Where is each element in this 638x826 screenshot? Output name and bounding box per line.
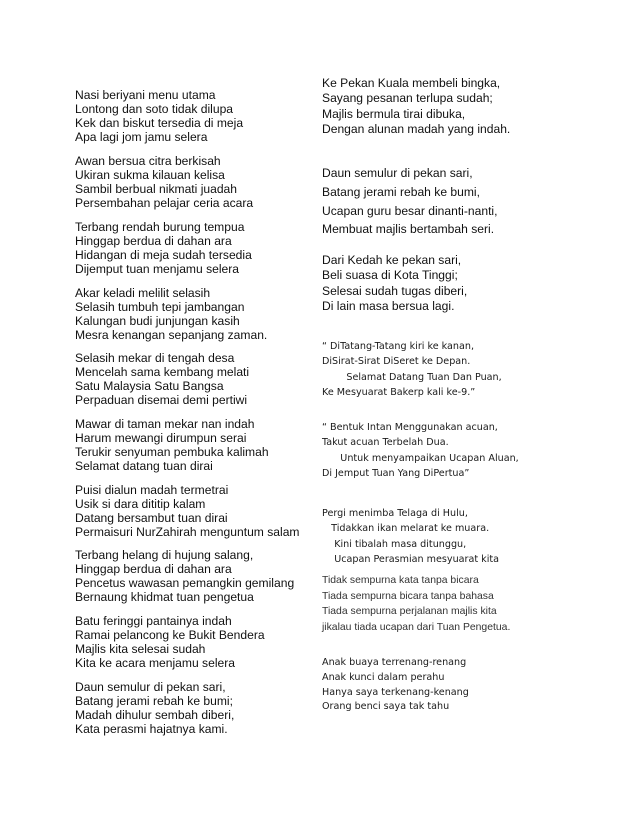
- stanza-right-1: [322, 76, 510, 138]
- stanza-right-8: [322, 656, 469, 715]
- stanza-line: Orang benci saya tak tahu: [322, 701, 450, 713]
- stanza-left-4: [75, 287, 267, 343]
- stanza-line: Kini tibalah masa ditunggu,: [322, 538, 467, 550]
- stanza-line: Satu Malaysia Satu Bangsa: [75, 378, 224, 393]
- stanza-right-5: [322, 420, 519, 482]
- stanza-line: Mesra kenangan sepanjang zaman.: [75, 327, 268, 342]
- stanza-line: Tiada sempurna perjalanan majlis kita: [322, 606, 497, 617]
- stanza-line: Ukiran sukma kilauan kelisa: [75, 167, 225, 182]
- stanza-line: Akar keladi melilit selasih: [75, 286, 211, 300]
- stanza-line: Daun semulur di pekan sari,: [75, 680, 226, 694]
- stanza-left-9: [75, 615, 265, 671]
- stanza-right-6: [322, 506, 499, 568]
- stanza-line: Perpaduan disemai demi pertiwi: [75, 392, 248, 407]
- stanza-line: Kek dan biskut tersedia di meja: [75, 115, 244, 130]
- stanza-line: Membuat majlis bertambah seri.: [322, 222, 495, 237]
- stanza-line: Terukir senyuman pembuka kalimah: [75, 444, 269, 459]
- stanza-line: Kata perasmi hajatnya kami.: [75, 721, 228, 736]
- stanza-line: Tidakkan ikan melarat ke muara.: [322, 523, 490, 535]
- stanza-line: jikalau tiada ucapan dari Tuan Pengetua.: [322, 621, 511, 633]
- stanza-line: Di lain masa bersua lagi.: [322, 299, 455, 314]
- stanza-line: Terbang helang di hujung salang,: [75, 548, 254, 562]
- stanza-line: Selasih mekar di tengah desa: [75, 351, 235, 365]
- stanza-line: Hinggap berdua di dahan ara: [75, 233, 232, 248]
- stanza-line: “ DiTatang-Tatang kiri ke kanan,: [322, 341, 475, 352]
- stanza-left-10: [75, 681, 234, 737]
- stanza-line: Selamat datang tuan dirai: [75, 458, 213, 473]
- stanza-line: Ke Mesyuarat Bakerp kali ke-9.”: [322, 387, 476, 399]
- stanza-line: Mencelah sama kembang melati: [75, 364, 250, 379]
- stanza-line: Batang jerami rebah ke bumi,: [322, 184, 480, 199]
- stanza-line: Nasi beriyani menu utama: [75, 88, 216, 102]
- stanza-left-7: [75, 484, 300, 540]
- stanza-line: Untuk menyampaikan Ucapan Aluan,: [322, 452, 519, 464]
- stanza-line: Anak kunci dalam perahu: [322, 671, 445, 683]
- stanza-line: Usik si dara dititip kalam: [75, 496, 206, 511]
- stanza-line: Selesai sudah tugas diberi,: [322, 283, 468, 298]
- stanza-line: Tidak sempurna kata tanpa bicara: [322, 575, 479, 586]
- stanza-line: Puisi dialun madah termetrai: [75, 483, 229, 497]
- stanza-line: Awan bersua citra berkisah: [75, 154, 221, 168]
- stanza-line: Sambil berbual nikmati juadah: [75, 181, 238, 196]
- stanza-line: Ke Pekan Kuala membeli bingka,: [322, 76, 501, 90]
- stanza-line: “ Bentuk Intan Menggunakan acuan,: [322, 422, 498, 433]
- stanza-line: Persembahan pelajar ceria acara: [75, 195, 254, 210]
- stanza-line: Kalungan budi junjungan kasih: [75, 313, 240, 328]
- stanza-left-8: [75, 549, 294, 605]
- stanza-line: Hidangan di meja sudah tersedia: [75, 247, 252, 262]
- stanza-right-3: [322, 253, 467, 315]
- stanza-left-6: [75, 418, 269, 474]
- stanza-right-4: [322, 339, 502, 401]
- stanza-right-2: [322, 164, 497, 239]
- stanza-line: Kita ke acara menjamu selera: [75, 655, 235, 670]
- stanza-line: Dijemput tuan menjamu selera: [75, 261, 240, 276]
- stanza-line: Datang bersambut tuan dirai: [75, 510, 228, 525]
- stanza-line: Batang jerami rebah ke bumi;: [75, 693, 233, 708]
- stanza-line: Dari Kedah ke pekan sari,: [322, 253, 462, 267]
- stanza-line: Selamat Datang Tuan Dan Puan,: [322, 371, 502, 383]
- stanza-line: Tiada sempurna bicara tanpa bahasa: [322, 590, 494, 602]
- stanza-right-7: [322, 573, 510, 635]
- stanza-line: Ucapan Perasmian mesyuarat kita: [322, 554, 500, 566]
- stanza-line: Batu feringgi pantainya indah: [75, 614, 232, 628]
- stanza-line: Apa lagi jom jamu selera: [75, 129, 208, 144]
- stanza-left-3: [75, 221, 252, 277]
- stanza-line: Selasih tumbuh tepi jambangan: [75, 299, 245, 314]
- stanza-line: Harum mewangi dirumpun serai: [75, 430, 247, 445]
- stanza-line: Permaisuri NurZahirah menguntum salam: [75, 524, 300, 539]
- stanza-line: Majlis bermula tirai dibuka,: [322, 106, 466, 121]
- stanza-line: Anak buaya terrenang-renang: [322, 657, 467, 668]
- stanza-left-5: [75, 352, 249, 408]
- stanza-line: Lontong dan soto tidak dilupa: [75, 101, 234, 116]
- stanza-line: Terbang rendah burung tempua: [75, 220, 245, 234]
- stanza-line: Pencetus wawasan pemangkin gemilang: [75, 575, 295, 590]
- stanza-line: Di Jemput Tuan Yang DiPertua”: [322, 468, 470, 480]
- stanza-line: Hinggap berdua di dahan ara: [75, 561, 232, 576]
- stanza-line: Dengan alunan madah yang indah.: [322, 122, 511, 137]
- stanza-line: Takut acuan Terbelah Dua.: [322, 437, 449, 449]
- stanza-line: Pergi menimba Telaga di Hulu,: [322, 508, 468, 519]
- stanza-line: Mawar di taman mekar nan indah: [75, 417, 255, 431]
- stanza-line: Madah dihulur sembah diberi,: [75, 707, 235, 722]
- stanza-line: Ramai pelancong ke Bukit Bendera: [75, 627, 265, 642]
- stanza-line: DiSirat-Sirat DiSeret ke Depan.: [322, 356, 471, 368]
- stanza-line: Majlis kita selesai sudah: [75, 641, 206, 656]
- stanza-line: Beli suasa di Kota Tinggi;: [322, 268, 458, 283]
- stanza-line: Daun semulur di pekan sari,: [322, 166, 473, 180]
- stanza-line: Hanya saya terkenang-kenang: [322, 686, 469, 698]
- stanza-line: Bernaung khidmat tuan pengetua: [75, 589, 254, 604]
- stanza-left-1: [75, 89, 243, 145]
- stanza-line: Ucapan guru besar dinanti-nanti,: [322, 203, 498, 218]
- stanza-left-2: [75, 155, 253, 211]
- stanza-line: Sayang pesanan terlupa sudah;: [322, 91, 493, 106]
